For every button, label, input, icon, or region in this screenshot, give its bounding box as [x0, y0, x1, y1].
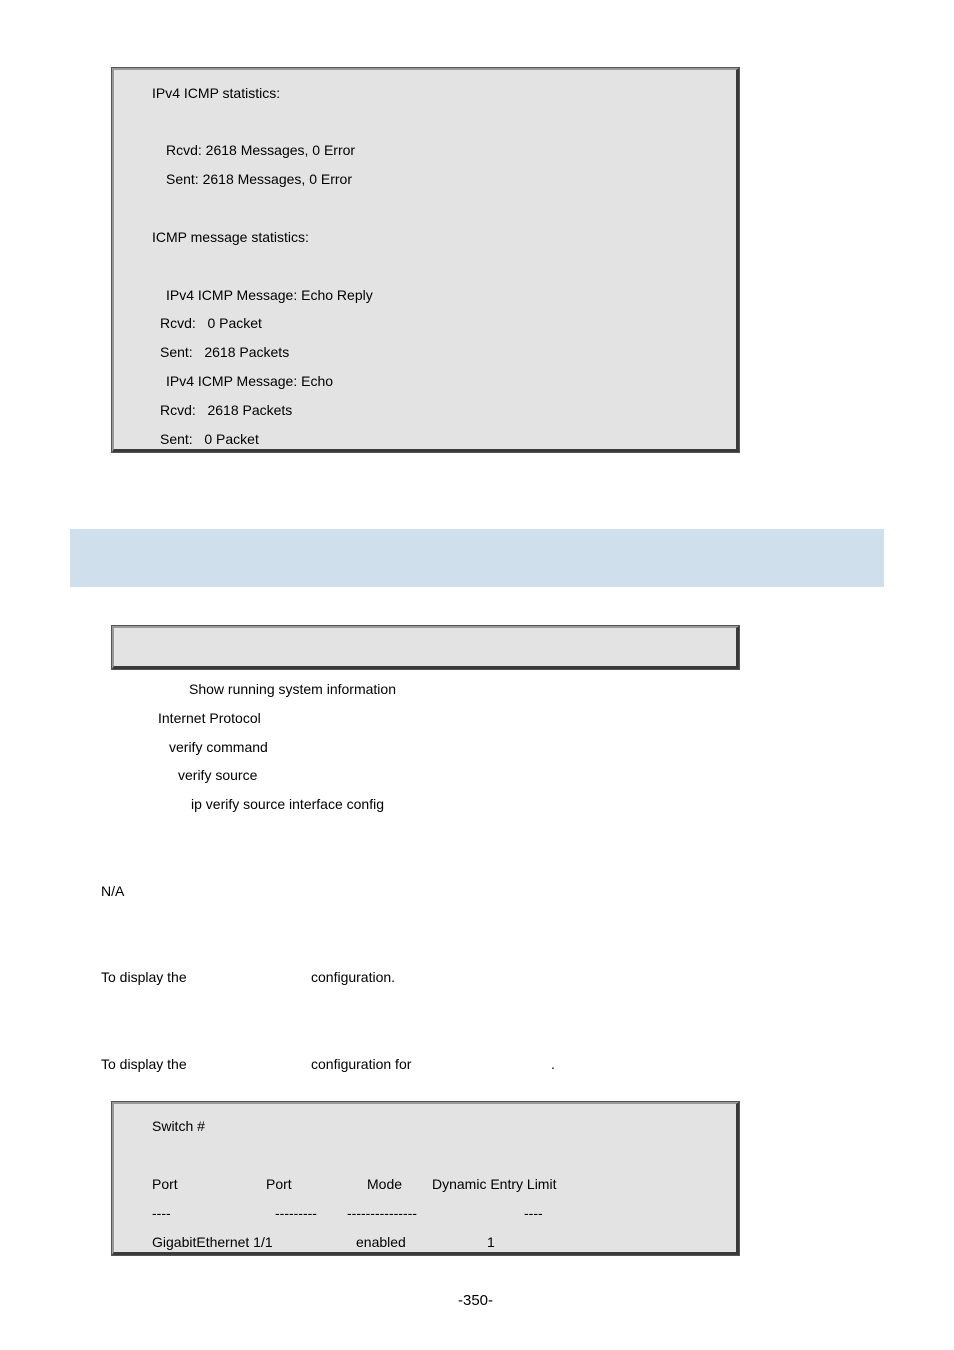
table-divider: --------------- — [347, 1205, 417, 1221]
table-header: Port — [152, 1176, 178, 1192]
command-syntax-box — [112, 626, 739, 669]
console-line: IPv4 ICMP statistics: — [152, 85, 281, 101]
console-line: Rcvd: 0 Packet — [160, 315, 262, 331]
default-value: N/A — [101, 883, 125, 899]
table-divider: ---- — [152, 1205, 171, 1221]
table-header: Dynamic Entry Limit — [432, 1176, 557, 1192]
usage-text: . — [551, 1056, 555, 1072]
table-cell: 1 — [487, 1234, 495, 1250]
param-description: ip verify source interface config — [191, 796, 384, 812]
usage-text: configuration for — [311, 1056, 412, 1072]
console-output-icmp — [112, 68, 739, 452]
table-cell: enabled — [356, 1234, 406, 1250]
console-line: Sent: 2618 Messages, 0 Error — [166, 171, 352, 187]
section-heading-band — [70, 529, 884, 587]
console-line: Rcvd: 2618 Packets — [160, 402, 293, 418]
console-prompt: Switch # — [152, 1118, 205, 1134]
console-line: Rcvd: 2618 Messages, 0 Error — [166, 142, 356, 158]
console-line: IPv4 ICMP Message: Echo — [166, 373, 334, 389]
page-number: -350- — [458, 1292, 494, 1309]
table-cell: GigabitEthernet 1/1 — [152, 1234, 273, 1250]
console-line: ICMP message statistics: — [152, 229, 309, 245]
param-description: verify source — [178, 767, 258, 783]
param-description: verify command — [169, 739, 268, 755]
console-line: Sent: 0 Packet — [160, 431, 259, 447]
param-description: Internet Protocol — [158, 710, 261, 726]
usage-text: To display the — [101, 1056, 187, 1072]
console-line: IPv4 ICMP Message: Echo Reply — [166, 287, 373, 303]
usage-text: configuration. — [311, 969, 396, 985]
table-divider: ---- — [524, 1205, 543, 1221]
param-description: Show running system information — [189, 681, 396, 697]
table-header: Mode — [367, 1176, 403, 1192]
table-header: Port — [266, 1176, 292, 1192]
table-divider: --------- — [275, 1205, 317, 1221]
console-output-ip-verify-source — [112, 1102, 739, 1255]
console-line: Sent: 2618 Packets — [160, 344, 290, 360]
usage-text: To display the — [101, 969, 187, 985]
